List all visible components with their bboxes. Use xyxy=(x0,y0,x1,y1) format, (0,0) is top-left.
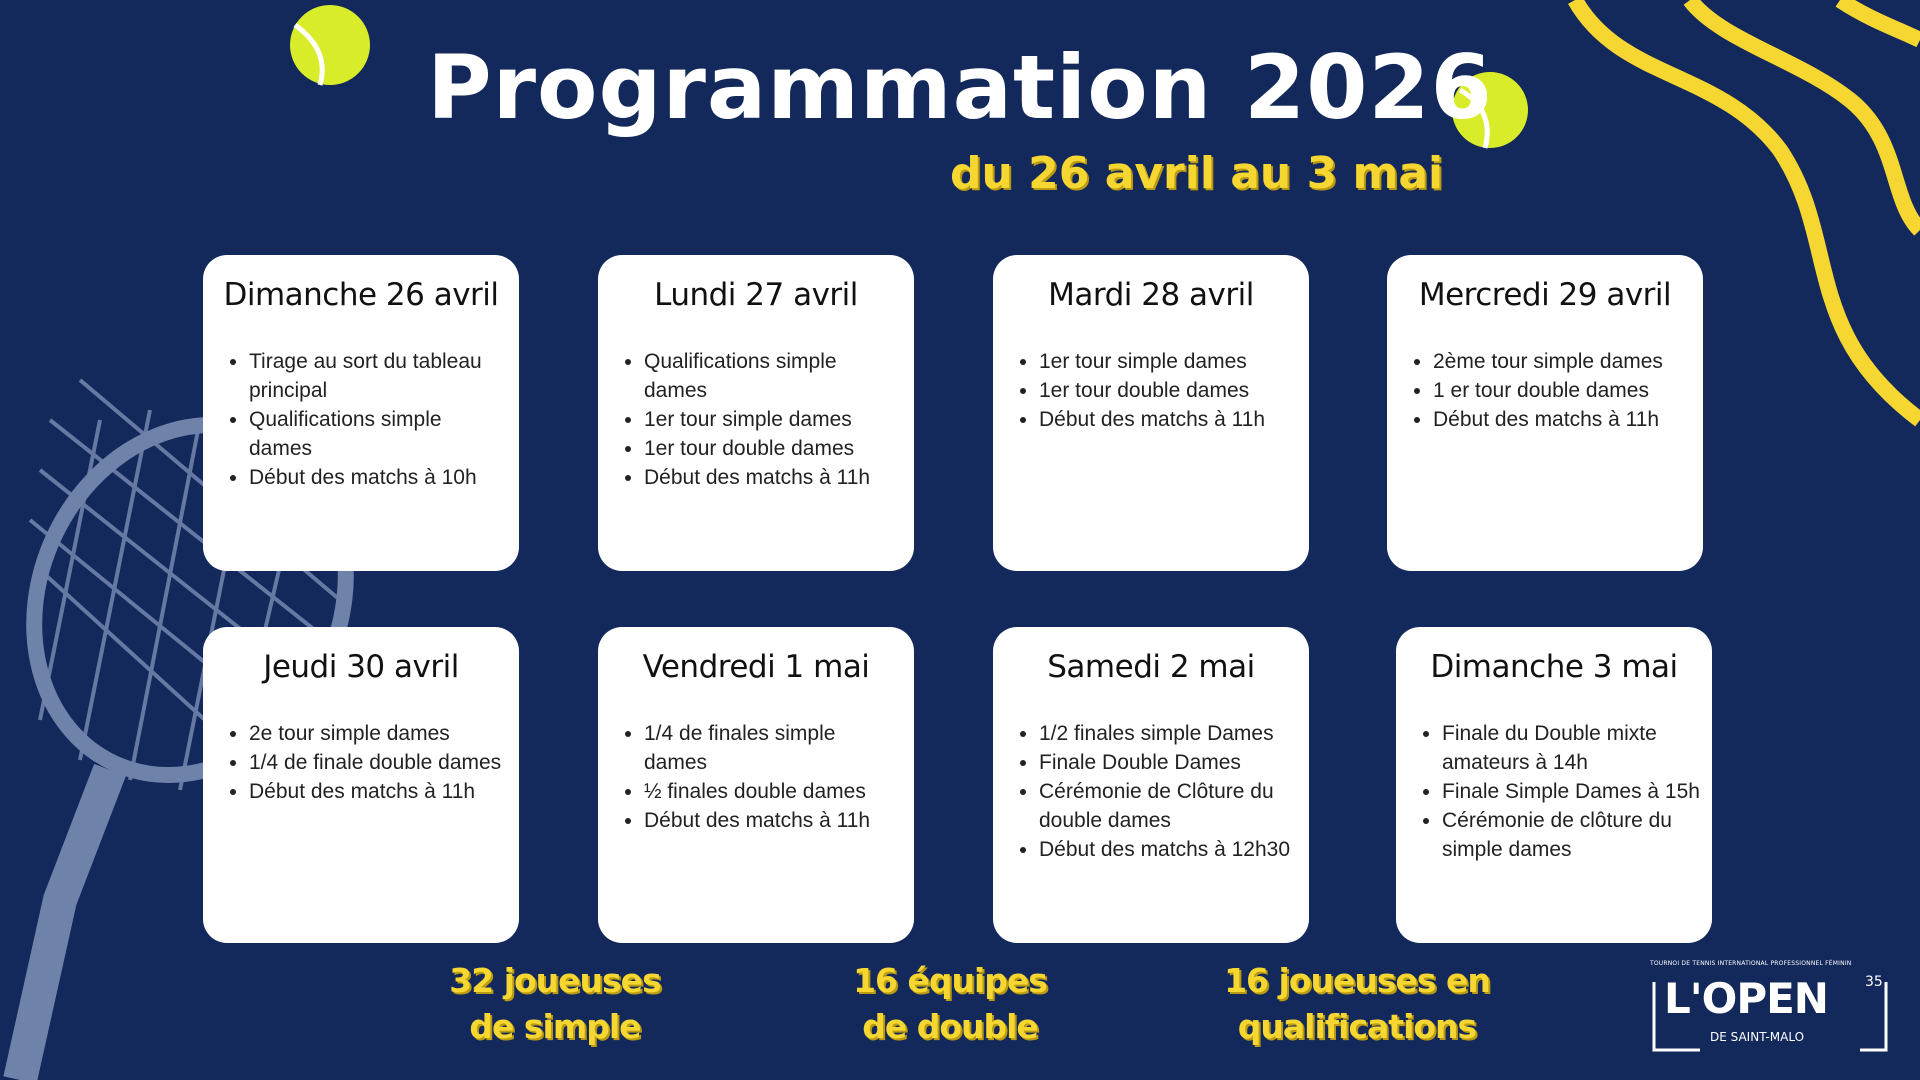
logo-number: 35 xyxy=(1865,974,1883,990)
day-card xyxy=(598,255,914,571)
stat-line: de double xyxy=(862,1007,1038,1046)
schedule-item: • ½ finales double dames xyxy=(644,777,902,806)
day-title: Vendredi 1 mai xyxy=(642,649,870,685)
schedule-item: • Début des matchs à 12h30 xyxy=(1039,835,1297,864)
day-schedule xyxy=(610,719,902,835)
open-saint-malo-logo xyxy=(1650,960,1900,1060)
schedule-item: • 1/4 de finale double dames xyxy=(249,748,507,777)
schedule-item: • Tirage au sort du tableau principal xyxy=(249,347,507,405)
schedule-item: • Début des matchs à 11h xyxy=(644,806,902,835)
schedule-item: • Finale Double Dames xyxy=(1039,748,1297,777)
schedule-item: • Finale du Double mixte amateurs à 14h xyxy=(1442,719,1700,777)
schedule-item: • Qualifications simple dames xyxy=(249,405,507,463)
day-title: Dimanche 26 avril xyxy=(223,277,499,313)
day-card xyxy=(1396,627,1712,943)
schedule-item: • Début des matchs à 11h xyxy=(1039,405,1297,434)
schedule-item: • 1 er tour double dames xyxy=(1433,376,1691,405)
schedule-item: • 1er tour double dames xyxy=(1039,376,1297,405)
schedule-item: • 1/2 finales simple Dames xyxy=(1039,719,1297,748)
day-schedule xyxy=(1408,719,1700,864)
schedule-item: • Début des matchs à 11h xyxy=(249,777,507,806)
day-card xyxy=(203,255,519,571)
day-card xyxy=(1387,255,1703,571)
schedule-item: • 1er tour double dames xyxy=(644,434,902,463)
stat-doubles xyxy=(800,958,1100,1050)
day-schedule xyxy=(215,347,507,492)
day-schedule xyxy=(610,347,902,492)
schedule-item: • 2e tour simple dames xyxy=(249,719,507,748)
stat-qualifications xyxy=(1207,958,1507,1050)
schedule-item: • Cérémonie de clôture du simple dames xyxy=(1442,806,1700,864)
stat-line: 32 joueuses xyxy=(449,961,661,1000)
stat-line: de simple xyxy=(469,1007,641,1046)
logo-place: DE SAINT-MALO xyxy=(1710,1030,1805,1044)
day-schedule xyxy=(1005,719,1297,864)
page-title: Programmation 2026 xyxy=(427,36,1493,139)
day-title: Mercredi 29 avril xyxy=(1418,277,1672,313)
day-title: Mardi 28 avril xyxy=(1048,277,1254,313)
day-schedule xyxy=(1399,347,1691,434)
day-title: Samedi 2 mai xyxy=(1047,649,1255,685)
schedule-item: • Début des matchs à 10h xyxy=(249,463,507,492)
schedule-item: • 1er tour simple dames xyxy=(644,405,902,434)
date-range: du 26 avril au 3 mai xyxy=(950,148,1444,199)
day-title: Jeudi 30 avril xyxy=(263,649,459,685)
day-schedule xyxy=(1005,347,1297,434)
logo-tagline: TOURNOI DE TENNIS INTERNATIONAL PROFESSIONNEL FÉMININ xyxy=(1650,960,1852,967)
day-title: Lundi 27 avril xyxy=(654,277,858,313)
schedule-item: • Début des matchs à 11h xyxy=(1433,405,1691,434)
day-card xyxy=(993,627,1309,943)
schedule-item: • Début des matchs à 11h xyxy=(644,463,902,492)
stat-line: 16 joueuses en xyxy=(1224,961,1490,1000)
schedule-item: • Cérémonie de Clôture du double dames xyxy=(1039,777,1297,835)
schedule-item: • Qualifications simple dames xyxy=(644,347,902,405)
day-card xyxy=(203,627,519,943)
schedule-item: • Finale Simple Dames à 15h xyxy=(1442,777,1700,806)
day-card xyxy=(598,627,914,943)
day-title: Dimanche 3 mai xyxy=(1430,649,1678,685)
schedule-item: • 1er tour simple dames xyxy=(1039,347,1297,376)
schedule-item: • 1/4 de finales simple dames xyxy=(644,719,902,777)
schedule-item: • 2ème tour simple dames xyxy=(1433,347,1691,376)
day-schedule xyxy=(215,719,507,806)
stat-singles xyxy=(405,958,705,1050)
stat-line: qualifications xyxy=(1237,1007,1477,1046)
logo-name: L'OPEN xyxy=(1664,974,1828,1023)
day-card xyxy=(993,255,1309,571)
stat-line: 16 équipes xyxy=(853,961,1047,1000)
